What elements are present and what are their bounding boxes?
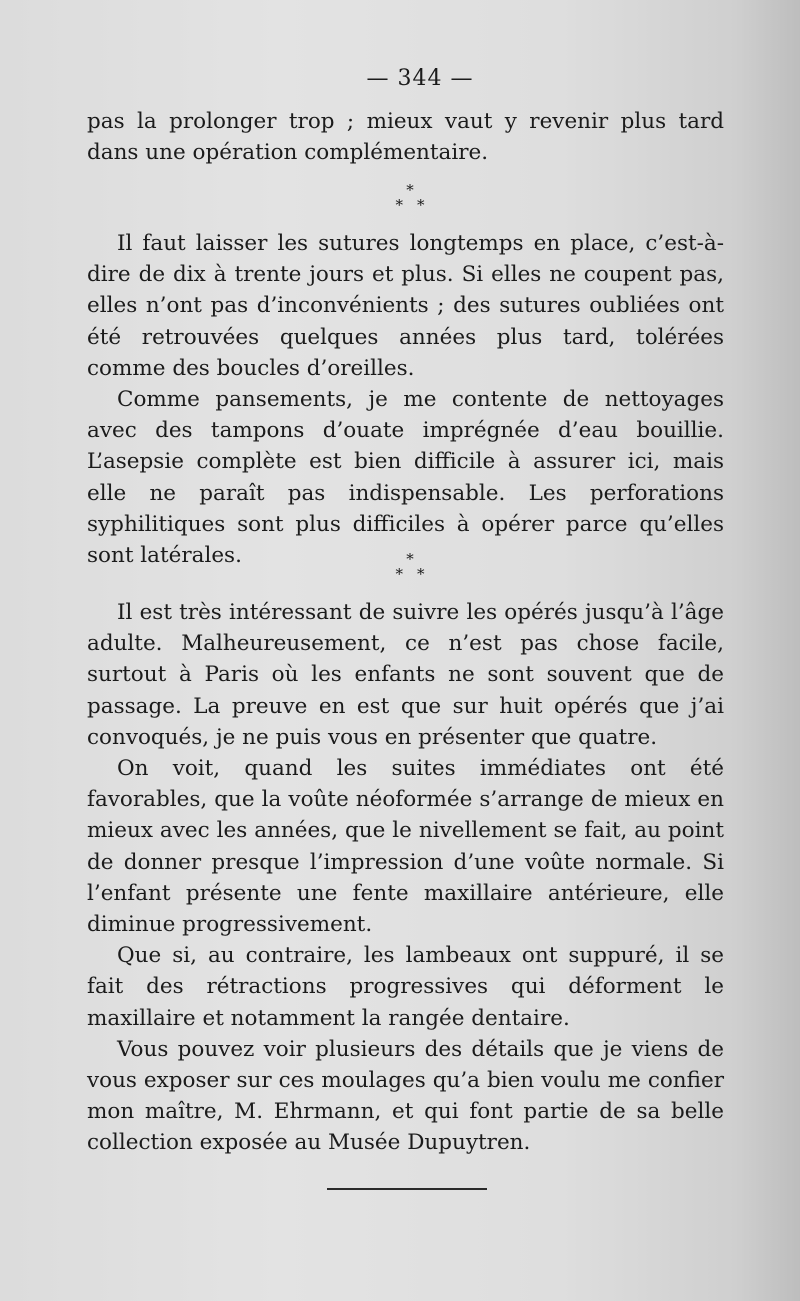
asterism-top: * <box>406 550 414 568</box>
page-number: — 344 — <box>366 66 474 91</box>
end-rule <box>327 1188 487 1190</box>
paragraph: Que si, au contraire, les lambeaux ont suppuré, il se fait des rétractions progressives qui déforment le maxillaire et notamment la rangée dentaire. <box>87 943 724 1031</box>
paragraph: Il faut laisser les sutures longtemps en place, c’est-à-dire de dix à trente jours et plus. Si elles ne coupent pas, elles n’ont pas d’inconvénients ; des sutures oubliées ont été retrouvées quelques années plus tard, tolérées comme des boucles d’oreilles. <box>87 231 724 381</box>
asterism-divider <box>380 183 440 227</box>
text-section-3 <box>87 597 724 1159</box>
paragraph: Comme pansements, je me contente de nettoyages avec des tampons d’ouate imprégnée d’eau bouillie. L’asepsie complète est bien difficile à assurer ici, mais elle ne paraît pas indispensable. Les perforations syphilitiques sont plus difficiles à opérer parce qu’elles sont latérales. <box>87 387 724 569</box>
paragraph: Il est très intéressant de suivre les opérés jusqu’à l’âge adulte. Malheureusement, ce n’est pas chose facile, surtout à Paris où les enfants ne sont souvent que de passage. La preuve en est que sur huit opérés que j’ai convoqués, je ne puis vous en présenter que quatre. <box>87 600 724 750</box>
asterism-bottom: ** <box>395 196 439 214</box>
paragraph: On voit, quand les suites immédiates ont été favorables, que la voûte néoformée s’arrange de mieux en mieux avec les années, que le nivellement se fait, au point de donner presque l’impression d’une voûte normale. Si l’enfant présente une fente maxillaire antérieure, elle diminue progressivement. <box>87 756 724 938</box>
asterism-bottom: ** <box>395 565 439 583</box>
paragraph: Vous pouvez voir plusieurs des détails que je viens de vous exposer sur ces moulages qu’a bien voulu me confier mon maître, M. Ehrmann, et qui font partie de sa belle collection exposée au Musée Dupuytren. <box>87 1036 724 1156</box>
text-section-1 <box>87 106 724 168</box>
text-section-2 <box>87 228 724 571</box>
asterism-top: * <box>406 181 414 199</box>
paragraph: pas la prolonger trop ; mieux vaut y revenir plus tard dans une opération complémentaire. <box>87 109 724 166</box>
asterism-divider <box>380 552 440 596</box>
